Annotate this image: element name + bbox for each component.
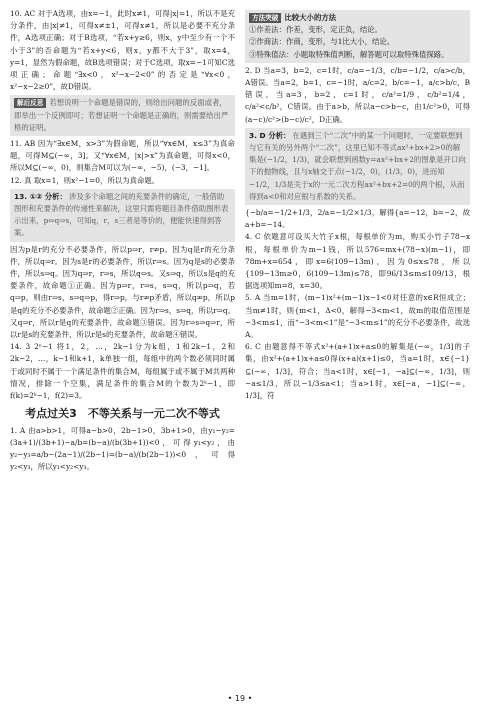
page-number: • 19 • <box>227 694 253 703</box>
analysis-box-13 <box>10 189 235 242</box>
method-title: 比较大小的方法 <box>284 13 337 22</box>
answer-12: 12. 真 取x=1，则x²−1=0，所以为真命题。 <box>10 175 160 185</box>
left-column <box>10 8 235 711</box>
answer-13: 因为p是r的充分不必要条件，所以p⇒r，r⇏p。因为q是r的充分条件，所以q⇒r。因为s是r的必要条件，所以r⇒s。因为q是s的必要条件，所以s⇒q。因为q⇒r，r⇒s，所以q⇔s。又s⇒q，所以s是q的充要条件，故命题①正确。因为p⇒r，r⇒s，s⇒q，所以p⇒q，若q⇒p，则由r⇒s，s⇒q⇒p，得r⇒p，与r⇏p矛盾，所以q⇏p，所以p是q的充分不必要条件，故命题②正确。因为r⇒s，s⇒q，所以r⇒q。又q⇒r，所以r是q的充要条件，故命题③错误。因为r⇒s⇒q⇒r，所以r是s的充要条件，所以r是s的充要条件，故命题④错误。 <box>10 244 235 340</box>
analysis-3-tag: 3. D 分析： <box>249 130 291 140</box>
method-tag: 方法突破 <box>249 13 281 23</box>
method-item-3: ③特殊值法：小题取特殊值判断，解答题可以取特殊值探路。 <box>249 49 449 59</box>
analysis-13-tag: 13. ①② 分析： <box>14 191 67 201</box>
analysis-13-text: 涉及多个命题之间的充要条件的确定，一般借助图形和充要条件的传递性来解决，这里只需将题目条件借助图形表示出来，p⇔q⇒s，可知q，r，s三者是等价的，便能快速得到答案。 <box>14 191 229 238</box>
reflection-text: 若想说明一个命题是错误的，则给出问题的反面或者，即举出一个反例即可；若想证明一个命题是正确的，则需要给出严格的证明。 <box>14 98 229 132</box>
answer-14: 14. 3 2ⁿ−1 将1，2，…，2k−1分为k组，1和2k−1，2和2k−2，…，k−1和k+1，k单独一组，每组中的两个数必须同时属于或同时不属于一个满足条件的集合M，每组属于或不属于M共两种情况，排除一个空集，满足条件的集合M的个数为2ᵏ−1，即f(k)=2ᵏ−1，f(2)=3。 <box>10 342 235 401</box>
method-item-2: ②作商法：作商，变形，与1比大小，结论。 <box>249 37 395 47</box>
answer-6: 6. C 由题意得不等式x²+(a+1)x+a≤0的解集是(−∞，1/3]的子集，由x²+(a+1)x+a≤0得(x+a)(x+1)≤0，当a=1时，x∈{−1}⊆(−∞，1/3]，符合；当a<1时，x∈[−1，−a]⊆(−∞，1/3]，则−a≤1/3，所以−1/3≤a<1；当a>1时，x∈[−a，−1]⊆(−∞，1/3]，符 <box>245 342 470 401</box>
answer-1: 1. A 由a>b>1，可得a−b>0，2b−1>0，3b+1>0，由y₁−y₂=(3a+1)/(3b+1)−a/b=(b−a)/(b(3b+1))<0，可得y₁<y₂，由y₂−y₃=a/b−(2a−1)/(2b−1)=(b−a)/(b(2b−1))<0，可得y₂<y₃，所以y₁<y₂<y₃。 <box>10 425 235 472</box>
answer-5: 5. A 当m=1时，(m−1)x²+(m−1)x−1<0对任意的x∈R恒成立；当m≠1时，则{m<1，Δ<0，解得−3<m<1，故m的取值范围是−3<m≤1，而“−3<m<1”是“−3<m≤1”的充分不必要条件，故选A。 <box>245 293 470 340</box>
right-column <box>245 8 470 711</box>
answer-10: 10. AC 对于A选项，由x=−1，此时x≠1，可得|x|=1，所以不是充分条件，由|x|≠1，可得x≠±1，可得x≠1，所以是必要不充分条件，A选项正确；对于B选项，“若x+y≥6，则x，y中至少有一个不小于3”的否命题为“若x+y<6，则x，y都不大于3”，取x=4，y=1，显然为假命题，故B选项错误；对于C选项，取x=−1可知C选项正确；命题“∃x<0，x²−x−2<0”的否定是“∀x<0，x²−x−2≥0”，故D错误。 <box>10 9 235 92</box>
method-box <box>245 10 470 63</box>
reflection-box <box>10 95 235 136</box>
reflection-tag: 解后反思 <box>14 98 46 108</box>
method-item-1: ①作差法：作差，变形，定正负，结论。 <box>249 25 383 35</box>
answer-4: 4. C 依题意可设买大竹子x根，每根单价为m，购买小竹子78−x根，每根单价为m−1钱，所以576=mx+(78−x)(m−1)，即78m+x=654，即x=6(109−13m)，因为0≤x≤78，所以{109−13m≥0，6(109−13m)≤78，即96/13≤m≤109/13，根据选项知m=8，x=30。 <box>245 232 470 291</box>
analysis-box-3 <box>245 128 470 205</box>
answer-2: 2. D 当a=3，b=2，c=1时，c/a=−1/3，c/b=−1/2，c/a>c/b，A错误。当a=2，b=1，c=−1时，a/c=2，b/c=−1，a/c>b/c，B错误。当a=3，b=2，c=1时，c/a²=1/9，c/b²=1/4，c/a²<c/b²，C错误。由于a>b，所以a−c>b−c，由1/c²>0，可得(a−c)/c²>(b−c)/c²，D正确。 <box>245 65 470 124</box>
section-title: 考点过关3 不等关系与一元二次不等式 <box>25 407 220 421</box>
answer-3: {−b/a=−1/2+1/3，2/a=−1/2×1/3，解得{a=−12，b=−2，故a+b=−14。 <box>245 208 470 230</box>
analysis-3-text: 在遇到三个“二次”中的某一个问题时，一定要联想到与它有关的另外两个“二次”，这里已知不等式ax²+bx+2>0的解集是(−1/2，1/3)，就会联想到函数y=ax²+bx+2的图象是开口向下的抛物线，且与x轴交于点(−1/2，0)，(1/3，0)，进而知−1/2，1/3是关于x的一元二次方程ax²+bx+2=0的两个根，从而得到a<0和对应根与系数的关系。 <box>249 130 466 201</box>
answer-11: 11. AB 因为“∃x∈M，x>3”为假命题，所以“∀x∈M，x≤3”为真命题，可得M⊆(−∞，3]。又“∀x∈M，|x|>x”为真命题，可得x<0，所以M⊆(−∞，0)，则集合M可以为(−∞，−5)，(−3，−1]。 <box>10 139 235 173</box>
